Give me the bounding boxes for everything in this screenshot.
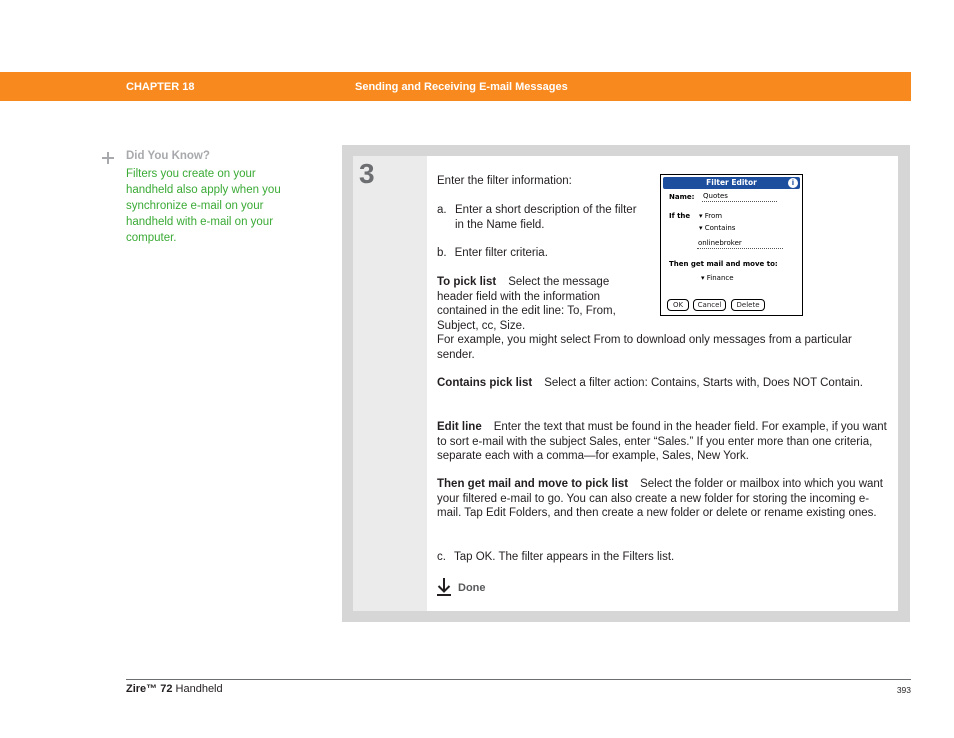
if-the-label: If the xyxy=(669,212,691,220)
contains-pick-list-description xyxy=(437,376,887,391)
edit-line-term: Edit line xyxy=(437,421,482,433)
did-you-know-title: Did You Know? xyxy=(126,150,210,162)
edit-line-desc: Enter the text that must be found in the header field. For example, if you want to sort e-mail with the subject Sales, enter “Sales.” If you enter more than one criteria, separate each with a comma—for example, Sales, New York. xyxy=(437,421,887,462)
substep-c-text: Tap OK. The filter appears in the Filters list. xyxy=(453,551,675,563)
filter-editor-titlebar xyxy=(663,177,800,189)
chapter-number: CHAPTER 18 xyxy=(126,81,195,93)
name-field-underline xyxy=(702,201,777,202)
move-pick-list-term: Then get mail and move to pick list xyxy=(437,478,629,490)
chapter-header xyxy=(0,72,911,101)
contains-pick-list-desc: Select a filter action: Contains, Starts with, Does NOT Contain. xyxy=(544,377,863,389)
to-pick-list[interactable]: ▾ From xyxy=(699,212,723,220)
move-to-label: Then get mail and move to: xyxy=(669,260,778,268)
to-pick-list-term: To pick list xyxy=(437,276,497,288)
plus-icon xyxy=(102,152,114,164)
move-pick-list-description xyxy=(437,477,888,521)
substep-b xyxy=(437,246,548,261)
contains-pick-list[interactable]: ▾ Contains xyxy=(699,224,736,232)
cancel-button[interactable]: Cancel xyxy=(693,299,726,311)
to-pick-list-description xyxy=(437,275,633,333)
name-field[interactable]: Quotes xyxy=(703,192,728,200)
step-number: 3 xyxy=(359,158,375,189)
step-intro: Enter the filter information: xyxy=(437,175,572,187)
footer-product-name: Zire™ 72 xyxy=(126,683,173,695)
substep-a-text: Enter a short description of the filter in the Name field. xyxy=(455,204,637,231)
move-pick-list-desc: Select the folder or mailbox into which you want your filtered e-mail to go. You can also create a new folder for storing the incoming e-mail. Tap Edit Folders, and then create a new folder or delete or rename existing ones. xyxy=(437,478,883,519)
step-number-column xyxy=(353,156,427,611)
page-number: 393 xyxy=(896,685,911,695)
substep-a xyxy=(437,203,647,232)
ok-button[interactable]: OK xyxy=(667,299,689,311)
to-pick-list-desc: Select the message header field with the information contained in the edit line: To, From, Subject, cc, Size. xyxy=(437,276,616,332)
folder-pick-list[interactable]: ▾ Finance xyxy=(701,274,734,282)
done-label: Done xyxy=(458,582,486,594)
substep-c xyxy=(437,550,674,565)
folder-pick-list-value: Finance xyxy=(706,274,734,282)
filter-editor-title: Filter Editor xyxy=(706,178,757,187)
info-icon[interactable]: i xyxy=(788,178,798,188)
footer-product xyxy=(126,683,223,695)
delete-button[interactable]: Delete xyxy=(731,299,765,311)
contains-pick-list-value: Contains xyxy=(704,224,736,232)
contains-pick-list-term: Contains pick list xyxy=(437,377,533,389)
to-pick-list-example: For example, you might select From to download only messages from a particular sender. xyxy=(437,334,852,361)
chapter-title: Sending and Receiving E-mail Messages xyxy=(355,81,568,93)
edit-line-description xyxy=(437,420,888,464)
footer-rule xyxy=(126,679,911,680)
substep-a-label: a. xyxy=(437,204,447,216)
substep-b-text: Enter filter criteria. xyxy=(454,247,548,259)
edit-line-underline xyxy=(697,248,783,249)
substep-c-label: c. xyxy=(437,551,446,563)
name-label: Name: xyxy=(669,193,695,201)
edit-line-field[interactable]: onlinebroker xyxy=(698,239,742,247)
substep-b-label: b. xyxy=(437,247,447,259)
done-arrow-icon xyxy=(437,578,451,596)
to-pick-list-value: From xyxy=(704,212,723,220)
did-you-know-body: Filters you create on your handheld also apply when you synchronize e-mail on your handheld with e-mail on your computer. xyxy=(126,168,281,244)
footer-product-suffix: Handheld xyxy=(172,683,223,695)
filter-editor-screenshot xyxy=(660,174,803,316)
